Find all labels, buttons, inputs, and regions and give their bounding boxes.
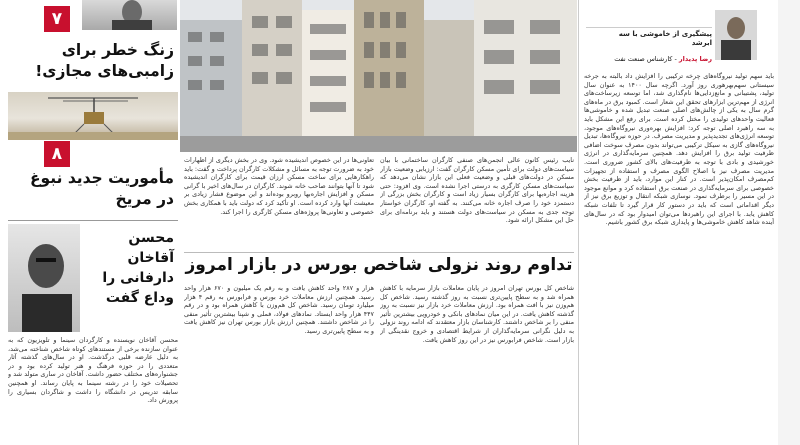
item7-number-badge: ۷ — [44, 6, 70, 32]
obituary-photo[interactable] — [8, 224, 80, 332]
portrait-illustration — [715, 10, 757, 60]
author-name[interactable]: رضا پدیدار — [678, 55, 712, 63]
buildings-photo[interactable] — [180, 0, 577, 152]
buildings-illustration — [180, 0, 577, 152]
sidebar-divider — [8, 220, 178, 221]
article-body-left: هزار و ۲۸۷ واحد کاهش یافت و به رقم یک میلیون و ۶۷۰ هزار واحد رسید. همچنین ارزش معاملات خرد بورس و فرابورس به رقم ۴ هزار میلیارد تومان رسید. شاخص کل هم‌وزن با کاهش همراه بود و در رقم ۴۴۷ هزار واحد ایستاد. نمادهای فولاد، فملی و شپنا بیشترین تأثیر منفی را در شاخص داشتند. همچنین ارزش بازار بورس تهران نیز کاهش یافت و به سطح پایین‌تری رسید. — [184, 284, 374, 335]
opinion-body: باید سهم تولید نیروگاه‌های چرخه ترکیبی را افزایش داد بالبته به جرخه سیستانی سهم‌بهرهوری روز آورد. اگرچه سال ۱۴۰۰ به عنوان سال تولید، پشتیبانی و مانع‌زدایی‌ها نام‌گذاری شد، اما توسعه زیرساخت‌های انرژی از مهم‌ترین ابزارهای تحقق این شعار است. کمبود برق در ماه‌های گرم سال به یکی از چالش‌های اصلی صنعت تبدیل شده و خاموشی‌ها فعالیت واحدهای تولیدی را مختل کرده است. برای رفع این مشکل باید به سه راهبرد اصلی توجه کرد: افزایش بهره‌وری نیروگاه‌های موجود، توسعه انرژی‌های تجدیدپذیر و مدیریت مصرف. در حوزه نیروگاه‌ها، تبدیل نیروگاه‌های گازی به سیکل ترکیبی می‌تواند بدون مصرف سوخت اضافی ظرفیت تولید برق را افزایش دهد. همچنین سرمایه‌گذاری در انرژی خورشیدی و بادی با توجه به ظرفیت‌های بالای کشور ضروری است. مدیریت مصرف نیز با اصلاح الگوی مصرف و استفاده از تجهیزات کم‌مصرف امکان‌پذیر است. در کنار این موارد، باید از ظرفیت بخش خصوصی برای سرمایه‌گذاری در صنعت برق استفاده کرد و موانع موجود در این مسیر را برطرف نمود. نوسازی شبکه انتقال و توزیع برق نیز از دیگر اقداماتی است که باید در دستور کار قرار گیرد تا تلفات شبکه کاهش یابد. با اجرای این راهبردها می‌توان امیدوار بود که در سال‌های آینده شاهد کاهش خاموشی‌ها و پایداری شبکه برق کشور باشیم. — [584, 72, 774, 227]
opinion-byline — [586, 55, 712, 63]
obituary-headline[interactable]: محسن آقاخان دارفانی را وداع گفت — [102, 230, 174, 306]
article-lead-left: تعاونی‌ها در این خصوص اندیشیده شود. وی در بخش دیگری از اظهارات خود به ضرورت توجه به مسائل و مشکلات کارگران پرداخت و گفت: باید راهکارهایی برای ساخت مسکن ارزان قیمت برای کارگران اندیشیده شود تا آنها بتوانند صاحب خانه شوند. کارگران در سال‌های اخیر با گرانی مسکن و افزایش اجاره‌بها روبرو بوده‌اند و این موضوع فشار زیادی بر معیشت آنها وارد کرده است. او تأکید کرد که دولت باید با همکاری بخش خصوصی و تعاونی‌ها پروژه‌های مسکن کارگری را اجرا کند. — [184, 156, 374, 216]
page-edge — [778, 0, 800, 445]
item7-headline[interactable]: زنگ خطر برای زامبی‌های مجازی! — [35, 41, 174, 80]
helicopter-illustration — [8, 92, 178, 140]
item8-headline[interactable]: مأموریت جدید نبوغ در مریخ — [29, 169, 174, 208]
obituary-body: محسن آقاخان نویسنده و کارگردان سینما و تلویزیون که به عنوان سازنده برخی از مستندهای کوتاه شاخص شناخته می‌شد، به دلیل عارضه قلبی درگذشت. او در سال‌های گذشته آثار متعددی را در حوزه فرهنگ و هنر تولید کرده بود و در جشنواره‌های مختلف حضور داشت. آقاخان در ساری متولد شد و تحصیلات خود را در رشته سینما به پایان رساند. او همچنین سابقه تدریس در دانشگاه را داشت و شاگردان بسیاری را پرورش داد. — [8, 336, 178, 405]
sidebar — [0, 0, 180, 445]
article-headline[interactable]: تداوم روند نزولی شاخص بورس در بازار امروز — [185, 255, 573, 275]
opinion-quote: پیشگیری از خاموشی با سه ابرشد — [618, 30, 712, 47]
mars-helicopter-photo[interactable] — [8, 92, 178, 140]
headline-top-rule — [184, 252, 574, 253]
byline-separator: - — [672, 55, 677, 63]
author-title: کارشناس صنعت نفت — [614, 55, 673, 63]
opinion-quote-rule — [586, 27, 712, 28]
column-separator — [578, 0, 579, 445]
portrait-illustration — [82, 0, 177, 30]
author-photo[interactable] — [715, 10, 757, 60]
article-body-right: شاخص کل بورس تهران امروز در پایان معاملات بازار سرمایه با کاهش همراه شد و به سطح پایین‌تری نسبت به روز گذشته رسید. شاخص کل هم‌وزن نیز با افت همراه بود. ارزش معاملات خرد بازار نیز نسبت به روز گذشته کاهش یافت. در این میان نمادهای بانکی و خودرویی بیشترین تأثیر منفی را بر شاخص داشتند. کارشناسان بازار معتقدند که ادامه روند نزولی به دلیل نگرانی سرمایه‌گذاران از شرایط اقتصادی و خروج نقدینگی از بازار است. شاخص فرابورس نیز در این روز کاهش یافت. — [380, 284, 574, 344]
portrait-illustration — [8, 224, 80, 332]
item8-number-badge: ۸ — [44, 141, 70, 167]
article-lead-right: نایب رئیس کانون عالی انجمن‌های صنفی کارگران ساختمانی با بیان سیاست‌های دولت برای تأمین مسکن کارگران گفت: ارزیابی وضعیت بازار مسکن در دولت‌های قبلی و وضعیت فعلی این بازار نشان می‌دهد که سیاست‌های مسکن کارگری به درستی اجرا نشده است. وی افزود: حتی هزینه اجاره‌بها برای کارگران بسیار زیاد است و کارگران بخش بزرگی از دستمزد خود را صرف اجاره خانه می‌کنند. به گفته او، کارگران خواستار توجه جدی به مسکن در سیاست‌های دولت هستند و باید برنامه‌ای برای حل این مشکل ارائه شود. — [380, 156, 574, 225]
item7-photo[interactable] — [82, 0, 177, 30]
